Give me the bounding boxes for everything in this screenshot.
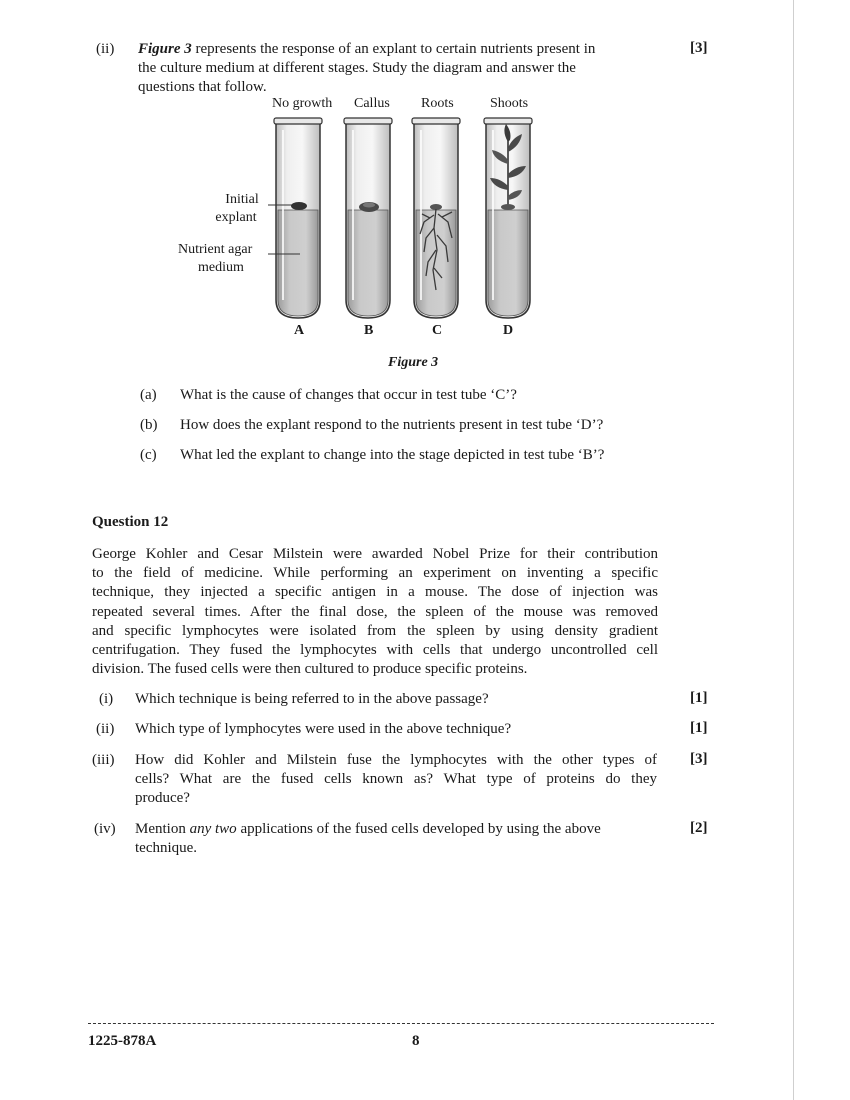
q12-part-iii-marks: [3] <box>690 751 708 767</box>
part-ii-line-3: questions that follow. <box>138 79 267 95</box>
tube-letter-a: A <box>294 323 305 338</box>
tube-letter-d: D <box>503 323 514 338</box>
test-tube-b <box>344 118 392 318</box>
stage-label-no-growth: No growth <box>272 96 333 111</box>
passage-line-6: centrifugation. They fused the lymphocytes with cells that undergo uncontrolled cell <box>92 642 658 658</box>
test-tube-c <box>412 118 460 318</box>
stage-label-callus: Callus <box>354 96 390 111</box>
q12-part-iii-line-2: cells? What are the fused cells known as? What type of proteins do they <box>135 771 657 787</box>
q12-part-iv-line-2: technique. <box>135 840 198 856</box>
part-ii-number: (ii) <box>96 41 115 57</box>
label-initial-line2: explant <box>215 210 257 225</box>
q12-part-iv-emph: any two <box>189 821 237 837</box>
passage-line-7: division. The fused cells were then cultured to produce specific proteins. <box>92 661 528 677</box>
q12-part-iv-marks: [2] <box>690 820 708 836</box>
q12-part-iv-post: applications of the fused cells developed by using the above <box>236 821 601 837</box>
sub-question-c-label: (c) <box>140 447 157 463</box>
footer-rule <box>88 1023 714 1024</box>
q12-part-iii-label: (iii) <box>92 752 115 768</box>
q12-part-iv-pre: Mention <box>135 821 190 837</box>
test-tube-a <box>274 118 322 318</box>
question-12-heading: Question 12 <box>92 514 169 530</box>
figure-ref: Figure 3 <box>138 41 192 57</box>
sub-question-b-text: How does the explant respond to the nutrients present in test tube ‘D’? <box>180 417 604 433</box>
stage-label-shoots: Shoots <box>490 96 529 111</box>
q12-part-iv-line-1 <box>135 820 657 838</box>
q12-part-ii-label: (ii) <box>96 721 115 737</box>
test-tube-d <box>484 118 532 318</box>
page-number: 8 <box>412 1033 420 1049</box>
tube-letter-b: B <box>364 323 374 338</box>
paper-code: 1225-878A <box>88 1033 157 1049</box>
q12-part-i-marks: [1] <box>690 690 708 706</box>
sub-question-a-label: (a) <box>140 387 157 403</box>
q12-part-i-label: (i) <box>99 691 114 707</box>
part-ii-line-1-text: represents the response of an explant to certain nutrients present in <box>191 41 596 57</box>
q12-part-iii-line-3: produce? <box>135 790 190 806</box>
label-initial-line1: Initial <box>225 192 259 207</box>
q12-part-ii-marks: [1] <box>690 720 708 736</box>
label-nutrient-line2: medium <box>198 260 244 275</box>
passage-line-5: and specific lymphocytes were isolated from the spleen by using density gradient <box>92 623 658 639</box>
figure-caption: Figure 3 <box>388 355 439 370</box>
stage-label-roots: Roots <box>421 96 454 111</box>
q12-part-ii-text: Which type of lymphocytes were used in the above technique? <box>135 721 512 737</box>
q12-part-iv-label: (iv) <box>94 821 116 837</box>
passage-line-3: technique, they injected a specific antigen in a mouse. The dose of injection was <box>92 584 658 600</box>
tube-letter-c: C <box>432 323 443 338</box>
sub-question-c-text: What led the explant to change into the stage depicted in test tube ‘B’? <box>180 447 605 463</box>
explant-a <box>291 202 307 210</box>
q12-part-i-text: Which technique is being referred to in the above passage? <box>135 691 489 707</box>
passage-line-2: to the field of medicine. While performing an experiment on inventing a specific <box>92 565 658 581</box>
figure-3-diagram <box>0 0 850 400</box>
part-ii-line-2: the culture medium at different stages. Study the diagram and answer the <box>138 60 576 76</box>
label-nutrient-line1: Nutrient agar <box>178 242 253 257</box>
passage-line-1: George Kohler and Cesar Milstein were awarded Nobel Prize for their contribution <box>92 546 658 562</box>
passage-line-4: repeated several times. After the final dose, the spleen of the mouse was removed <box>92 604 658 620</box>
sub-question-b-label: (b) <box>140 417 158 433</box>
q12-part-iii-line-1: How did Kohler and Milstein fuse the lymphocytes with the other types of <box>135 752 657 768</box>
sub-question-a-text: What is the cause of changes that occur in test tube ‘C’? <box>180 387 517 403</box>
part-ii-marks: [3] <box>690 40 708 56</box>
